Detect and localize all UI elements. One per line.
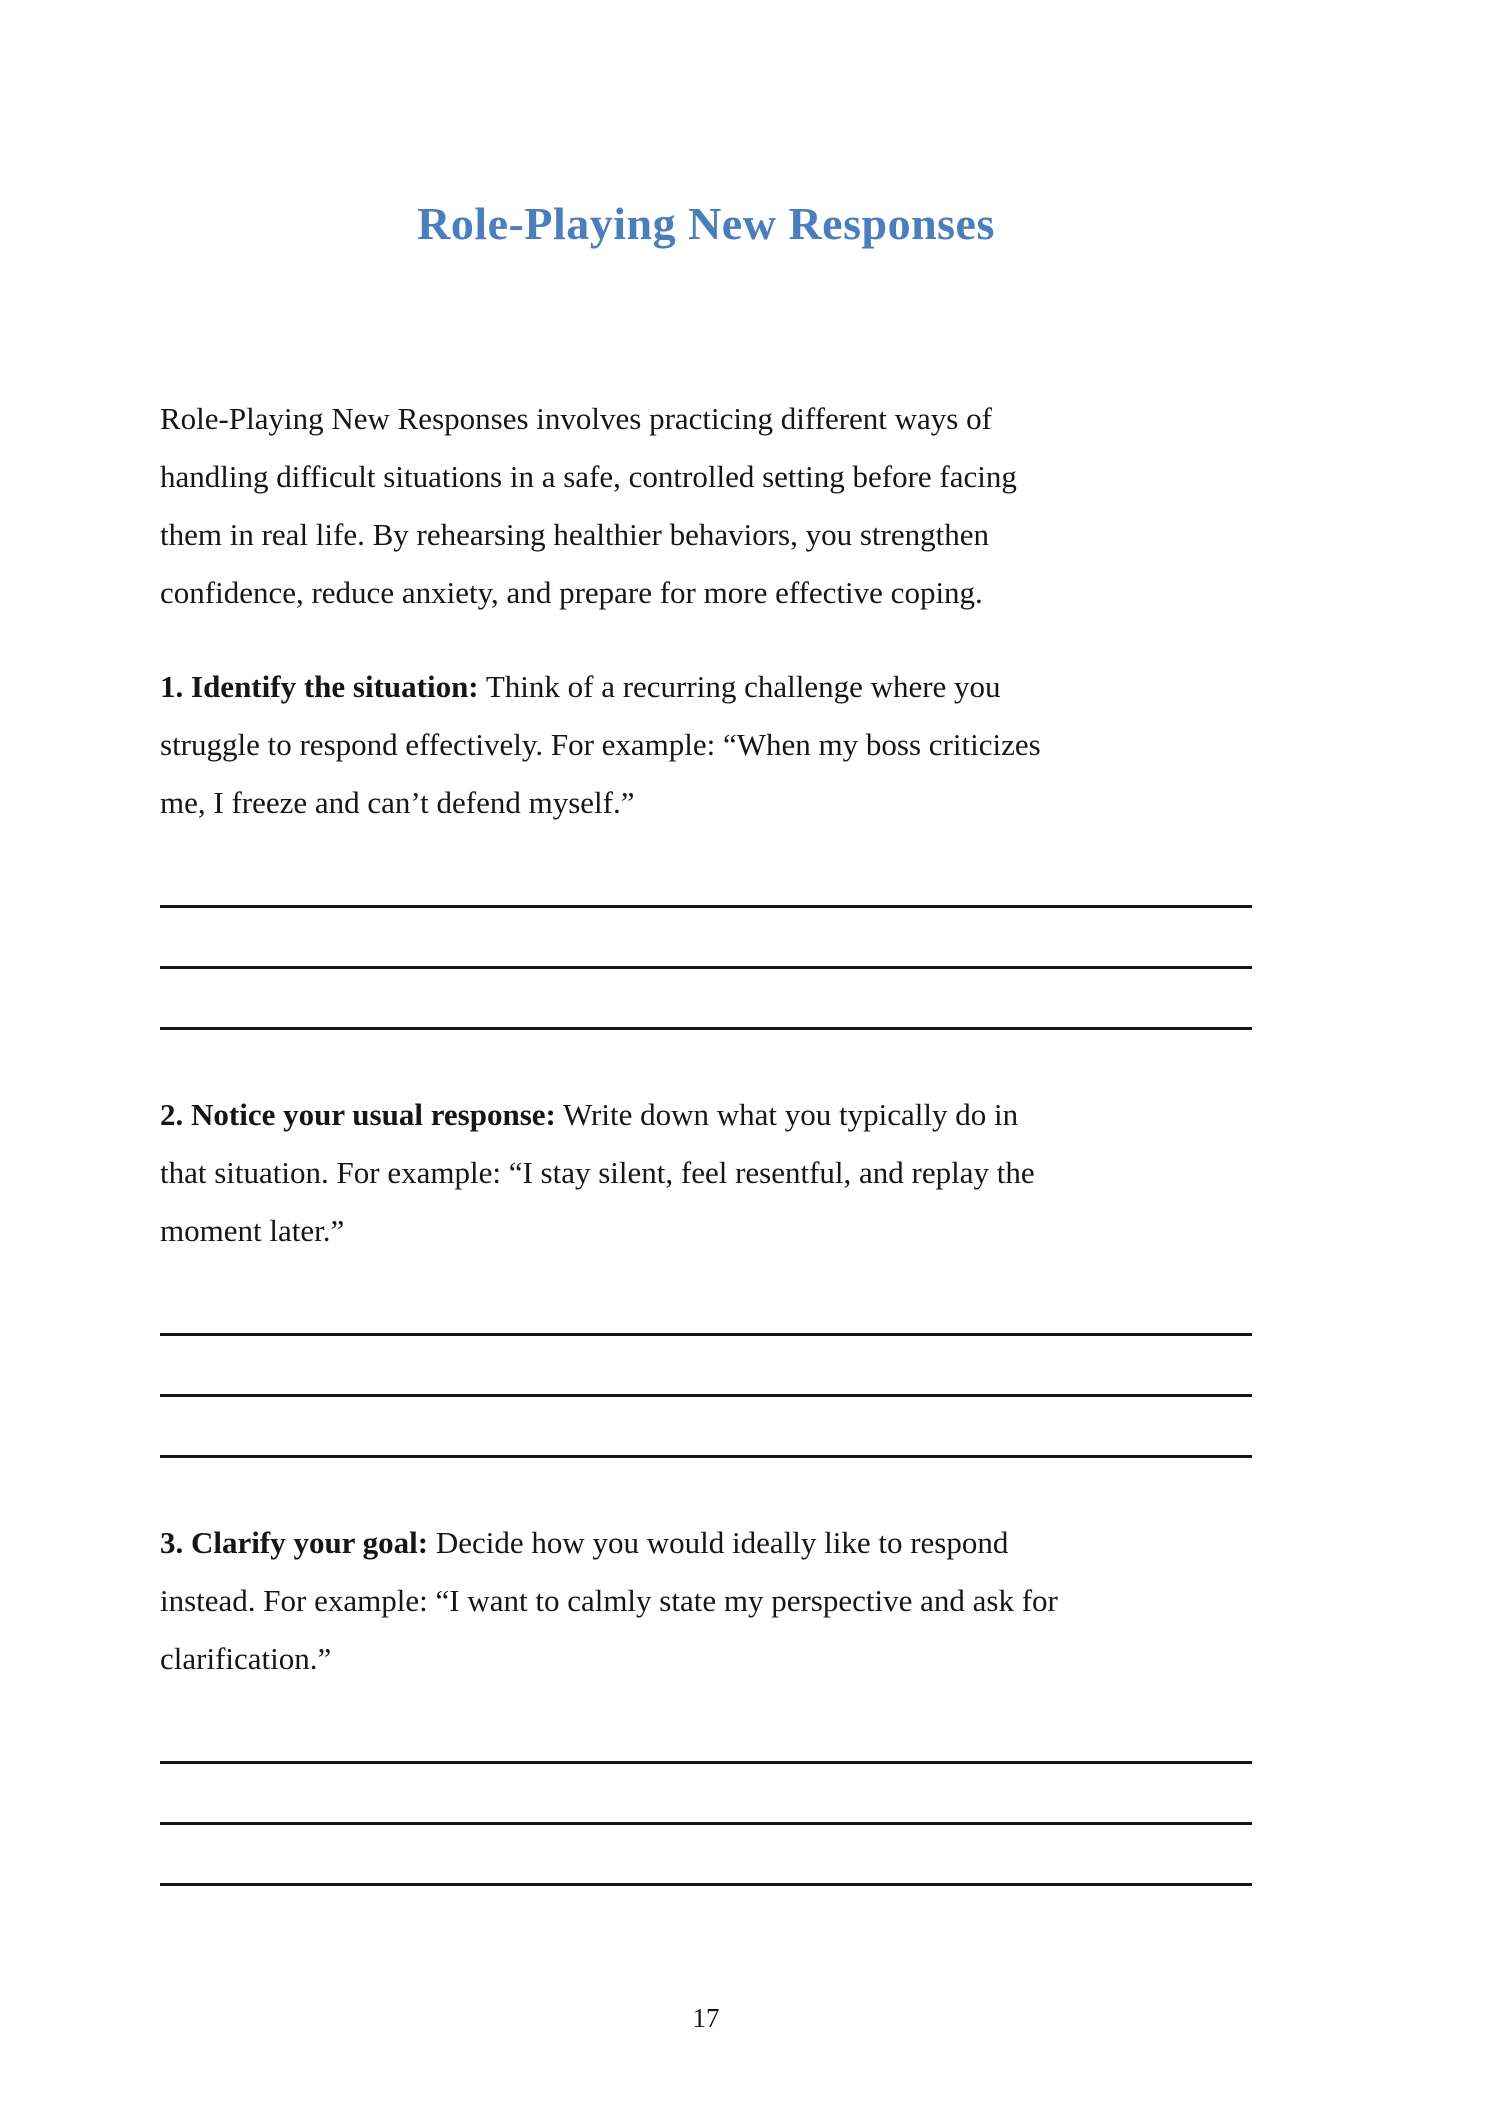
intro-line: them in real life. By rehearsing healthier behaviors, you strengthen [160,517,989,552]
section-2-line [160,1086,1252,1144]
section-3-answer-lines [160,1703,1252,1886]
answer-blank-line [160,847,1252,908]
page-number: 17 [692,2003,720,2033]
answer-blank-line [160,1336,1252,1397]
section-3-line: clarification.” [160,1641,332,1676]
section-1-answer-lines [160,847,1252,1030]
section-1-label: 1. Identify the situation: [160,669,479,704]
answer-blank-line [160,1825,1252,1886]
section-3-label: 3. Clarify your goal: [160,1525,429,1560]
section-2-text: Write down what you typically do in [555,1097,1019,1132]
answer-blank-line [160,969,1252,1030]
section-1-line: struggle to respond effectively. For example: “When my boss criticizes [160,727,1041,762]
section-1-identify-the-situation [160,658,1252,832]
answer-blank-line [160,1397,1252,1458]
intro-line: Role-Playing New Responses involves practicing different ways of [160,401,992,436]
section-1-text: Think of a recurring challenge where you [478,669,1001,704]
section-1-line: me, I freeze and can’t defend myself.” [160,785,635,820]
section-2-line: that situation. For example: “I stay silent, feel resentful, and replay the [160,1155,1035,1190]
section-2-label: 2. Notice your usual response: [160,1097,556,1132]
answer-blank-line [160,1703,1252,1764]
answer-blank-line [160,1275,1252,1336]
section-3-line: instead. For example: “I want to calmly state my perspective and ask for [160,1583,1058,1618]
section-3-clarify-your-goal [160,1514,1252,1688]
intro-line: handling difficult situations in a safe, controlled setting before facing [160,459,1017,494]
page-content [160,0,1252,1886]
section-3-line [160,1514,1252,1572]
section-3-text: Decide how you would ideally like to respond [428,1525,1009,1560]
page-title: Role-Playing New Responses [417,198,995,249]
section-1-line [160,658,1252,716]
intro-line: confidence, reduce anxiety, and prepare for more effective coping. [160,575,983,610]
section-2-line: moment later.” [160,1213,345,1248]
answer-blank-line [160,1764,1252,1825]
section-2-answer-lines [160,1275,1252,1458]
section-2-notice-your-usual-response [160,1086,1252,1260]
answer-blank-line [160,908,1252,969]
intro-paragraph [160,390,1252,622]
